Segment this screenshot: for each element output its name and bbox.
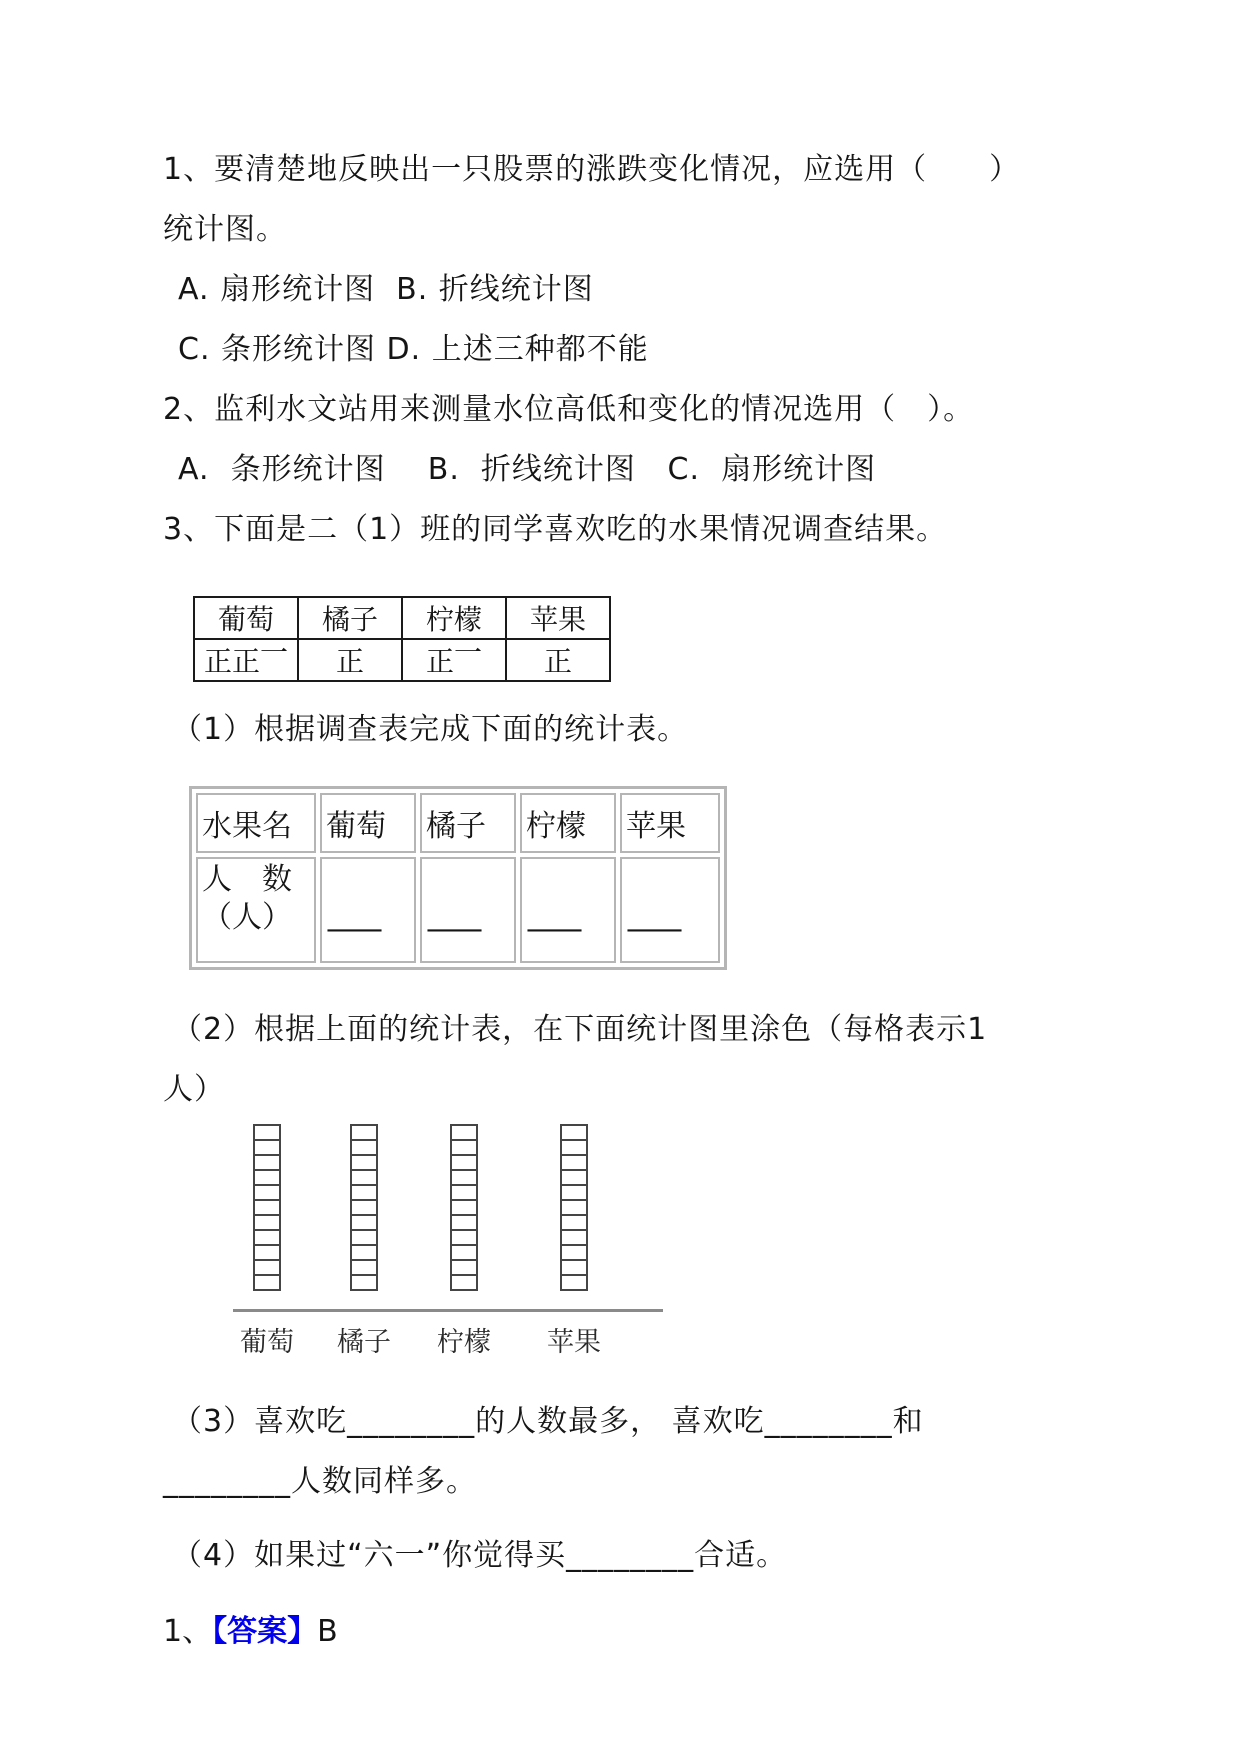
tally-extra-stroke: 一 xyxy=(260,636,289,669)
tally-header-apple: 苹果 xyxy=(506,597,610,639)
tally-extra-stroke: 一 xyxy=(454,636,483,669)
tally-header-grape: 葡萄 xyxy=(194,597,298,639)
answer-value: B xyxy=(317,1614,338,1649)
stats-blank-apple[interactable]: —— xyxy=(620,857,720,963)
tally-cell-lemon xyxy=(402,636,506,681)
tally-cell-orange xyxy=(298,639,402,681)
answer-tag: 【答案】 xyxy=(212,1614,318,1649)
grid-column-3 xyxy=(450,1124,478,1291)
sub-question-1: （1）根据调查表完成下面的统计表。 xyxy=(172,712,689,747)
stats-header-row xyxy=(196,793,720,853)
stats-blank-lemon[interactable]: —— xyxy=(520,857,616,963)
stats-header-grape: 葡萄 xyxy=(320,793,416,853)
grid-column-1 xyxy=(253,1124,281,1291)
stats-header-lemon: 柠檬 xyxy=(520,793,616,853)
grid-label: 葡萄 xyxy=(240,1327,294,1358)
chart-baseline xyxy=(233,1309,663,1312)
question-2-text: 2、监利水文站用来测量水位高低和变化的情况选用（ ）。 xyxy=(163,392,975,427)
answer-line xyxy=(163,1602,1101,1662)
tally-cell-grape xyxy=(194,636,298,681)
tally-main: 正 xyxy=(335,645,364,678)
question-1-line1: 1、要清楚地反映出一只股票的涨跌变化情况，应选用（ ） xyxy=(163,152,1021,187)
grid-label: 苹果 xyxy=(547,1327,601,1358)
stats-count-row xyxy=(196,857,720,963)
sub-question-3-line1: （3）喜欢吃________的人数最多， 喜欢吃________和 xyxy=(172,1404,924,1439)
stats-blank-grape[interactable]: —— xyxy=(320,857,416,963)
tally-header-orange: 橘子 xyxy=(298,597,402,639)
stats-blank-orange[interactable]: —— xyxy=(420,857,516,963)
grid-column-2 xyxy=(350,1124,378,1291)
grid-cell[interactable] xyxy=(350,1274,378,1291)
tally-header-lemon: 柠檬 xyxy=(402,597,506,639)
tally-header-row xyxy=(194,597,610,639)
question-1-options-row2: C. 条形统计图 D. 上述三种都不能 xyxy=(178,332,649,367)
question-1-options-row1: A. 扇形统计图 B. 折线统计图 xyxy=(178,272,594,307)
stats-row-label: 人 数（人） xyxy=(196,857,316,963)
question-1-line2: 统计图。 xyxy=(163,212,287,247)
question-2-options-row: A. 条形统计图 B. 折线统计图 C. 扇形统计图 xyxy=(178,452,877,487)
sub-question-2-line2: 人） xyxy=(163,1072,225,1107)
sub-question-4: （4）如果过“六一”你觉得买________合适。 xyxy=(172,1538,788,1573)
tally-main: 正正 xyxy=(203,645,260,678)
tally-main: 正 xyxy=(425,645,454,678)
tally-marks-row xyxy=(194,639,610,681)
stats-corner-cell: 水果名 xyxy=(196,793,316,853)
stats-header-apple: 苹果 xyxy=(620,793,720,853)
grid-cell[interactable] xyxy=(450,1274,478,1291)
grid-label: 橘子 xyxy=(337,1327,391,1358)
answer-number: 1、 xyxy=(163,1614,213,1649)
sub-question-2-line1: （2）根据上面的统计表，在下面统计图里涂色（每格表示1 xyxy=(172,1012,988,1047)
bar-chart-grid xyxy=(163,1124,1101,1362)
tally-main: 正 xyxy=(543,645,572,678)
grid-label: 柠檬 xyxy=(437,1327,491,1358)
grid-cell[interactable] xyxy=(560,1274,588,1291)
sub-question-3-line2: ________人数同样多。 xyxy=(163,1464,477,1499)
stats-header-orange: 橘子 xyxy=(420,793,516,853)
grid-cell[interactable] xyxy=(253,1274,281,1291)
question-3-text: 3、下面是二（1）班的同学喜欢吃的水果情况调查结果。 xyxy=(163,512,948,547)
tally-cell-apple xyxy=(506,639,610,681)
grid-column-4 xyxy=(560,1124,588,1291)
tally-table xyxy=(193,596,611,682)
statistics-table xyxy=(189,786,727,970)
